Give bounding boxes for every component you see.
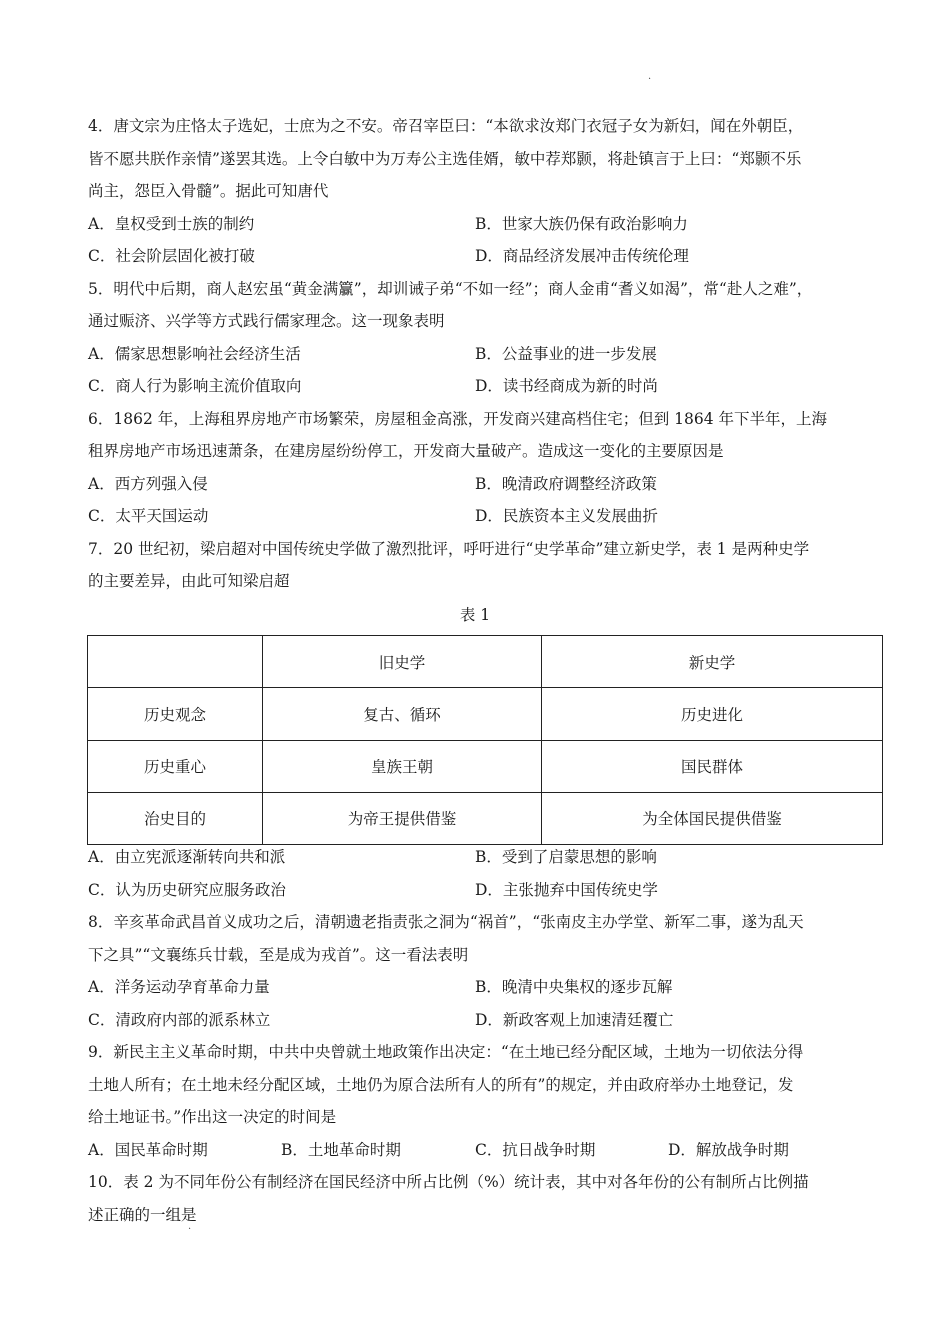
question-text-line: 述正确的一组是 — [88, 1206, 197, 1224]
table-cell: 复古、循环 — [263, 688, 542, 740]
table-cell: 治史目的 — [88, 792, 263, 844]
option-c[interactable]: C．太平天国运动 — [88, 507, 209, 525]
table-cell: 历史重心 — [88, 740, 263, 792]
option-b[interactable]: B．公益事业的进一步发展 — [475, 345, 657, 363]
table-cell: 为帝王提供借鉴 — [263, 792, 542, 844]
option-c[interactable]: C．抗日战争时期 — [475, 1141, 596, 1159]
table-cell: 历史进化 — [542, 688, 883, 740]
option-c[interactable]: C．清政府内部的派系林立 — [88, 1011, 271, 1029]
option-b[interactable]: B．土地革命时期 — [281, 1141, 401, 1159]
table-cell: 历史观念 — [88, 688, 263, 740]
option-d[interactable]: D．新政客观上加速清廷覆亡 — [475, 1011, 674, 1029]
option-a[interactable]: A．皇权受到士族的制约 — [88, 215, 255, 233]
question-text-line: 皆不愿共朕作亲情”遂罢其选。上令白敏中为万寿公主选佳婿，敏中荐郑颢，将赴镇言于上曰：“郑颢不乐 — [88, 150, 802, 168]
option-c[interactable]: C．商人行为影响主流价值取向 — [88, 377, 302, 395]
option-b[interactable]: B．世家大族仍保有政治影响力 — [475, 215, 688, 233]
question-text-line: 7．20 世纪初，梁启超对中国传统史学做了激烈批评，呼吁进行“史学革命”建立新史学，表 1 是两种史学 — [88, 540, 810, 558]
question-text-line: 8．辛亥革命武昌首义成功之后，清朝遗老指责张之洞为“祸首”，“张南皮主办学堂、新军二事，遂为乱天 — [88, 913, 804, 931]
option-d[interactable]: D．商品经济发展冲击传统伦理 — [475, 247, 689, 265]
table-row — [88, 792, 883, 844]
table-caption: 表 1 — [459, 606, 491, 624]
option-d[interactable]: D．读书经商成为新的时尚 — [475, 377, 658, 395]
table-cell: 国民群体 — [542, 740, 883, 792]
question-text-line: 下之具”“文襄练兵廿载，至是成为戎首”。这一看法表明 — [88, 946, 469, 964]
table-row — [88, 740, 883, 792]
question-text-line: 的主要差异，由此可知梁启超 — [88, 572, 290, 590]
table-header-row — [88, 636, 883, 688]
option-d[interactable]: D．主张抛弃中国传统史学 — [475, 881, 658, 899]
option-b[interactable]: B．晚清中央集权的逐步瓦解 — [475, 978, 673, 996]
option-d[interactable]: D．解放战争时期 — [668, 1141, 789, 1159]
option-b[interactable]: B．受到了启蒙思想的影响 — [475, 848, 657, 866]
question-text-line: 土地人所有；在土地未经分配区域，土地仍为原合法所有人的所有”的规定，并由政府举办土地登记，发 — [88, 1076, 794, 1094]
question-text-line: 给土地证书。”作出这一决定的时间是 — [88, 1108, 337, 1126]
option-c[interactable]: C．认为历史研究应服务政治 — [88, 881, 286, 899]
option-a[interactable]: A．西方列强入侵 — [88, 475, 208, 493]
decorative-dot: · — [188, 1224, 192, 1235]
comparison-table — [87, 635, 883, 845]
question-text-line: 尚主，怨臣入骨髓”。据此可知唐代 — [88, 182, 329, 200]
option-b[interactable]: B．晚清政府调整经济政策 — [475, 475, 657, 493]
question-text-line: 5．明代中后期，商人赵宏虽“黄金满籯”，却训诫子弟“不如一经”；商人金甫“耆义如渴”，常“赴人之难”， — [88, 280, 813, 298]
option-a[interactable]: A．洋务运动孕育革命力量 — [88, 978, 270, 996]
decorative-dot: · — [648, 74, 652, 85]
question-text-line: 4．唐文宗为庄恪太子选妃，士庶为之不安。帝召宰臣曰：“本欲求汝郑门衣冠子女为新妇，闻在外朝臣， — [88, 117, 804, 135]
option-c[interactable]: C．社会阶层固化被打破 — [88, 247, 255, 265]
option-a[interactable]: A．由立宪派逐渐转向共和派 — [88, 848, 286, 866]
table-row — [88, 688, 883, 740]
option-a[interactable]: A．国民革命时期 — [88, 1141, 208, 1159]
question-text-line: 9．新民主主义革命时期，中共中央曾就土地政策作出决定：“在土地已经分配区域，土地为一切依法分得 — [88, 1043, 804, 1061]
option-a[interactable]: A．儒家思想影响社会经济生活 — [88, 345, 301, 363]
question-text-line: 租界房地产市场迅速萧条，在建房屋纷纷停工，开发商大量破产。造成这一变化的主要原因是 — [88, 442, 724, 460]
table-header-cell: 旧史学 — [263, 636, 542, 688]
question-text-line: 通过赈济、兴学等方式践行儒家理念。这一现象表明 — [88, 312, 445, 330]
table-header-cell: 新史学 — [542, 636, 883, 688]
question-text-line: 10．表 2 为不同年份公有制经济在国民经济中所占比例（%）统计表，其中对各年份的公有制所占比例描 — [88, 1173, 809, 1191]
question-text-line: 6．1862 年，上海租界房地产市场繁荣，房屋租金高涨，开发商兴建高档住宅；但到 1864 年下半年，上海 — [88, 410, 828, 428]
table-header-cell — [88, 636, 263, 688]
table-cell: 皇族王朝 — [263, 740, 542, 792]
table-cell: 为全体国民提供借鉴 — [542, 792, 883, 844]
option-d[interactable]: D．民族资本主义发展曲折 — [475, 507, 658, 525]
